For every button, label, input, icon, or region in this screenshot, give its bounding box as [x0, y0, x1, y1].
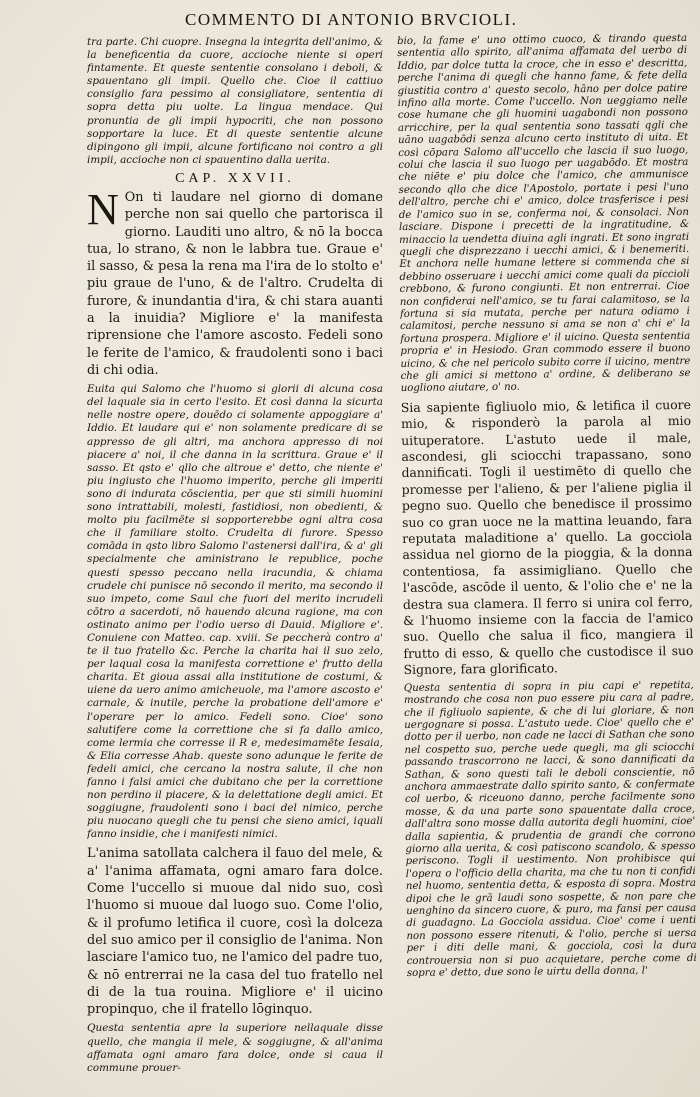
scripture-paragraph: Sia sapiente figliuolo mio, & letifica il cuore mio, & risponderò la parola al mio uituperatore. L'astuto uede il male, ascondesi, gli sciocchi trapassano, sono dannificati. Togli il uestimēto di quello che promesse per l'alieno, & per l'aliene piglia il pegno suo. Quello che benedisce il prossimo suo co gran uoce ne la mattina leuando, fara reputata maladitione a' quello. La gocciola assidua nel giorno de la pioggia, & la donna contentiosa, fa assimigliano. Quello che l'ascōde, ascōde il uento, & l'olio che e' ne la destra sua clamera. Il ferro si unira col ferro, & l'huomo insieme con la faccia de l'amico suo. Quello che salua il fico, mangiera il frutto di esso, & quello che custodisce il suo Signore, fara glorificato. — [400, 396, 694, 678]
drop-capital: N — [87, 184, 119, 234]
scripture-text: On ti laudare nel giorno di domane perche non sai quello che partorisca il giorno. Lauditi uno altro, & nō la bocca tua, lo strano, & non le labbra tue. Graue e' il sasso, & pesa la rena ma l'ira de lo stolto e' piu graue de l'uno, & de l'altro. Crudelta di furore, & inundantia d'ira, & chi stara auanti a la inuidia? Migliore e' la manifesta riprensione che l'amore ascosto. Fedeli sono le ferite de l'amico, & fraudolenti sono i baci di chi odia. — [87, 189, 383, 378]
commentary-paragraph: bio, la fame e' uno ottimo cuoco, & tirando questa sententia allo spirito, all'anima affamata del uerbo di Iddio, par dolce tutta la croce, che in esso e' descritta, perche l'anima di quegli che hanno fame, & fete della giustitia contro a' questo secolo, hāno per dolce patire infino alla morte. Come l'uccello. Non ueggiamo nelle cose humane che gli huomini uagabondi non possono arricchire, per la qual sententia sono tassati qgli che uāno uagabōdi senza alcuno certo instituto di uita. Et così cōpara Salomo all'uccello che lascia il suo luogo, colui che lascia il suo luogo per uagabōdo. Et mostra che niēte e' piu dolce che l'amico, che ammunisce secondo qllo che dice l'Apostolo, portate i pesi l'uno dell'altro, perche chi e' amico, dolce trasferisce i pesi de l'amico suo in se, conferma noi, & consolaci. Non lasciare. Dispone i precetti de la ingratitudine, & minaccio la uendetta diuina agli ingrati. Et sono ingrati quegli che disprezzano i uecchi amici, & i benemeriti. Et anchora nelle humane lettere si commenda che si debbino osseruare i uecchi amici come quali da piccioli crebbono, & furono congiunti. Et non entrerrai. Cioe non confiderai nell'amico, se tu farai calamitoso, se la fortuna si sia mutata, perche per natura odiamo i calamitosi, perche nessuno si ama se non a' chi e' la fortuna prospera. Migliore e' il uicino. Questa sententia propria e' in Hesiodo. Gran commodo essere il buono uicino, & che nel pericolo subito corre il uicino, mentre che gli amici si mettono a' ordine, & deliberano se uogliono aiutare, o' no. — [397, 32, 691, 395]
commentary-paragraph: Questa sententia apre la superiore nellaquale disse quello, che mangia il mele, & soggiugne, & all'anima affamata ogni amaro fara dolce, onde si caua il commune prouer- — [87, 1022, 383, 1074]
scripture-paragraph — [87, 184, 383, 379]
chapter-heading: CAP. XXVII. — [175, 170, 295, 186]
left-column — [87, 36, 383, 1086]
commentary-paragraph: Euita qui Salomo che l'huomo si glorii di alcuna cosa del laquale sia in certo l'esito. Et così danna la sicurta nelle nostre opere, douēdo ci solamente appoggiare a' Iddio. Et laudare qui e' non solamente predicare di se appresso de gli altri, ma anchora appresso di noi piacere a' noi, il che danna in la scrittura. Graue e' il sasso. Et qsto e' qllo che altroue e' detto, che niente e' piu ingiusto che l'huomo imperito, perche gli imperiti sono di indurata cōscientia, per que sti simili huomini sono intrattabili, molesti, fastidiosi, non obedienti, & molto piu facilmēte si sopporterebbe ogni altra cosa che il familiare stolto. Crudelta di furore. Spesso comāda in qsto libro Salomo l'astenersi dall'ira, & a' gli specialmente che aministrano le republice, poche questi spesso peccano nella iracundia, & chiama crudele chi punisce nō secondo il merito, ma secondo il suo impeto, come Saul che fuori del merito incrudelì cōtro a sacerdoti, nō hauendo alcuna ragione, ma con ostinato animo per l'odio uerso di Dauid. Migliore e'. Conuiene con Matteo. cap. xviii. Se peccherà contro a' te il tuo fratello &c. Perche la charita hai il suo zelo, per laqual cosa la manifesta correttione e' frutto della charita. Et gioua assai alla institutione de costumi, & uiene da uero animo amicheuole, ma l'amore ascosto e' carnale, & inutile, perche la probatione dell'amore e' l'operare per lo amico. Fedeli sono. Cioe' sono salutifere come la correttione che si fa dallo amico, come lermia che corresse il R e, medesimamēte Iesaia, & Elia corresse Ahab. queste sono adunque le ferite de fedeli amici, che cercano la nostra salute, il che non fanno i falsi amici che dubitano che per la correttione non perdino il piacere, & la delettatione degli amici. Et soggiugne, fraudolenti sono i baci del nimico, perche piu nuocano quegli che tu pensi che sieno amici, iquali fanno insidie, che i manifesti nimici. — [87, 383, 383, 841]
commentary-paragraph: Questa sententia di sopra in piu capi e' repetita, mostrando che cosa non puo essere piu cara al padre, che il figliuolo sapiente, & che di lui gloriare, & non uergognare si possa. L'astuto uede. Cioe' quello che e' dotto per il uerbo, non cade ne lacci di Sathan che sono nel cospetto suo, perche uede quegli, ma gli sciocchi passando trascorrono ne lacci, & sono dannificati da Sathan, & sono questi tali le deboli conscientie, nō anchora ammaestrate dallo spirito santo, & confermate col uerbo, & riceuono danno, perche facilmente sono mosse, & da una parte sono spauentate dalla croce, dall'altra sono mosse dalla autorita degli huomini, cioe' dalla sapientia, & prudentia de grandi che corrono giorno alla uerita, & così patiscono scandolo, & spesso periscono. Togli il uestimento. Non prohibisce qui l'opera o l'officio della charita, ma che tu non ti confidi nel huomo, sententia detta, & esposta di sopra. Mostra dipoi che le grā laudi sono sospette, & non pare che uenghino da sincero cuore, & puro, ma fansi per causa di guadagno. La Gocciola assidua. Cioe' come i uenti non possono essere ritenuti, & l'olio, perche si uersa per i diti delle mani, & gocciola, così la dura controuersia non si puo acquietare, perche come di sopra e' detto, due sono le uirtu della donna, l' — [403, 679, 697, 979]
scripture-paragraph: L'anima satollata calchera il fauo del mele, & a' l'anima affamata, ogni amaro fara dolce. Come l'uccello si muoue dal nido suo, così l'huomo si muoue dal luogo suo. Come l'olio, & il profumo letifica il cuore, così la dolceza del suo amico per il consiglio de l'anima. Non lasciare l'amico tuo, ne l'amico del padre tuo, & nō entrerrai ne la casa del tuo fratello nel di de la tua rouina. Migliore e' il uicino propinquo, che il fratello lōginquo. — [87, 846, 383, 1018]
commentary-paragraph: tra parte. Chi cuopre. Insegna la integrita dell'animo, & la beneficentia da cuore, accioche niente si operi fintamente. Et queste sententie consolano i deboli, & spauentano gli impii. Quello che. Cioe il cattiuo consiglio fara pessimo al consigliatore, sententia di sopra detta piu uolte. La lingua mendace. Qui pronuntia de gli impii hypocriti, che non possono sopportare la luce. Et di queste sententie alcune dipingono gli impii, alcune fortificano noi contro a gli impii, accioche non ci spauentino dalla uerita. — [87, 36, 383, 166]
right-column — [397, 33, 698, 1086]
running-head: COMMENTO DI ANTONIO BRVCIOLI. — [185, 10, 518, 29]
